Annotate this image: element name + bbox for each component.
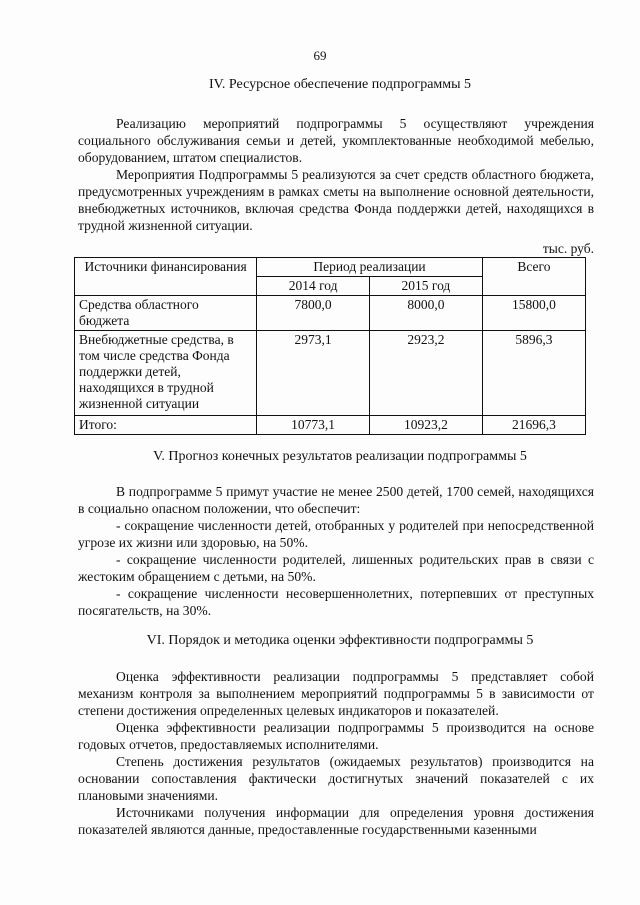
paragraph: Реализацию мероприятий подпрограммы 5 осуществляют учреждения социального обслуживания семьи и детей, укомплектованные необходимой мебелью, оборудованием, штатом специалистов. (78, 116, 594, 165)
page-number: 69 (313, 48, 327, 63)
header-year-2015: 2015 год (370, 277, 483, 296)
cell-total: 21696,3 (482, 416, 585, 435)
section-5-text (78, 483, 594, 619)
table-row (75, 296, 586, 331)
header-total: Всего (482, 258, 585, 296)
list-item: - сокращение численности детей, отобранных у родителей при непосредственной угрозе их жизни или здоровью, на 50%. (78, 518, 594, 550)
cell-2015: 10923,2 (370, 416, 483, 435)
header-period: Период реализации (257, 258, 483, 277)
header-year-2014: 2014 год (257, 277, 370, 296)
header-source: Источники финансирования (75, 258, 257, 296)
section-6-text (78, 668, 594, 838)
table-row (75, 331, 586, 416)
paragraph: Источниками получения информации для определения уровня достижения показателей являются данные, предоставленные государственными казенными (78, 805, 594, 837)
paragraph: Степень достижения результатов (ожидаемых результатов) производится на основании сопоставления фактически достигнутых значений показателей с их плановыми значениями. (78, 754, 594, 803)
cell-2015: 2923,2 (370, 331, 483, 416)
table-header-row (75, 258, 586, 277)
cell-2014: 7800,0 (257, 296, 370, 331)
list-item: - сокращение численности родителей, лишенных родительских прав в связи с жестоким обращением с детьми, на 50%. (78, 552, 594, 584)
paragraph: В подпрограмме 5 примут участие не менее 2500 детей, 1700 семей, находящихся в социально опасном положении, что обеспечит: (78, 484, 594, 516)
paragraph: Оценка эффективности реализации подпрограммы 5 представляет собой механизм контроля за выполнением мероприятий подпрограммы 5 в зависимости от степени достижения определенных целевых индикаторов и показателей. (78, 669, 594, 718)
section-6-title: VI. Порядок и методика оценки эффективности подпрограммы 5 (146, 633, 534, 648)
cell-total: 5896,3 (482, 331, 585, 416)
cell-source: Итого: (75, 416, 257, 435)
cell-source: Внебюджетные средства, в том числе средства Фонда поддержки детей, находящихся в трудной жизненной ситуации (75, 331, 257, 416)
section-4-text (78, 115, 594, 234)
cell-2015: 8000,0 (370, 296, 483, 331)
paragraph: Оценка эффективности реализации подпрограммы 5 производится на основе годовых отчетов, предоставляемых исполнителями. (78, 720, 594, 752)
cell-2014: 10773,1 (257, 416, 370, 435)
section-4-title: IV. Ресурсное обеспечение подпрограммы 5 (208, 77, 472, 92)
cell-2014: 2973,1 (257, 331, 370, 416)
cell-total: 15800,0 (482, 296, 585, 331)
cell-source: Средства областного бюджета (75, 296, 257, 331)
unit-label: тыс. руб. (542, 241, 594, 256)
paragraph: Мероприятия Подпрограммы 5 реализуются за счет средств областного бюджета, предусмотренных учреждениям в рамках сметы на выполнение основной деятельности, внебюджетных источников, включая средства Фонда поддержки детей, находящихся в трудной жизненной ситуации. (78, 167, 594, 233)
list-item: - сокращение численности несовершеннолетних, потерпевших от преступных посягательств, на 30%. (78, 586, 594, 618)
section-5-title: V. Прогноз конечных результатов реализации подпрограммы 5 (153, 449, 527, 464)
funding-table (74, 257, 586, 435)
table-row (75, 416, 586, 435)
